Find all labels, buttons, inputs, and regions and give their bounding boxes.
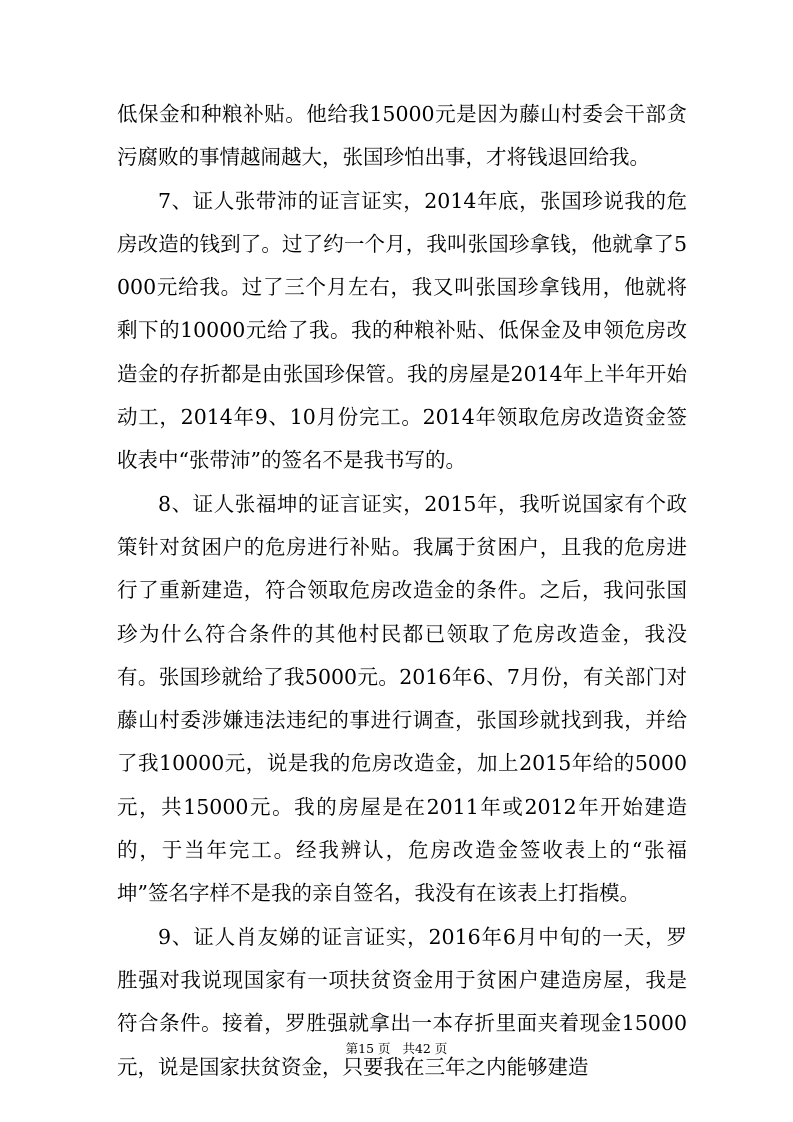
paragraph-witness-8: 8、证人张福坤的证言证实，2015年，我听说国家有个政策针对贫困户的危房进行补贴。我属于贫困户，且我的危房进行了重新建造，符合领取危房改造金的条件。之后，我问张国珍为什么符合条件的其他村民都已领取了危房改造金，我没有。张国珍就给了我5000元。2016年6、7月份，有关部门对藤山村委涉嫌违法违纪的事进行调查，张国珍就找到我，并给了我10000元，说是我的危房改造金，加上2015年给的5000元，共15000元。我的房屋是在2011年或2012年开始建造的，于当年完工。经我辨认，危房改造金签收表上的“张福坤”签名字样不是我的亲自签名，我没有在该表上打指模。: [117, 491, 687, 906]
page-number-footer: 第15 页 共42 页: [345, 1041, 448, 1056]
paragraph-witness-7: 7、证人张带沛的证言证实，2014年底，张国珍说我的危房改造的钱到了。过了约一个月，我叫张国珍拿钱，他就拿了5000元给我。过了三个月左右，我又叫张国珍拿钱用，他就将剩下的10000元给了我。我的种粮补贴、低保金及申领危房改造金的存折都是由张国珍保管。我的房屋是2014年上半年开始动工，2014年9、10月份完工。2014年领取危房改造资金签收表中“张带沛”的签名不是我书写的。: [117, 188, 687, 473]
paragraph-witness-9: 9、证人肖友娣的证言证实，2016年6月中旬的一天，罗胜强对我说现国家有一项扶贫资金用于贫困户建造房屋，我是符合条件。接着，罗胜强就拿出一本存折里面夹着现金15000元，说是国家扶贫资金，只要我在三年之内能够建造: [117, 924, 687, 1079]
document-body: [117, 93, 687, 1089]
paragraph-continuation: 低保金和种粮补贴。他给我15000元是因为藤山村委会干部贪污腐败的事情越闹越大，张国珍怕出事，才将钱退回给我。: [117, 102, 687, 170]
